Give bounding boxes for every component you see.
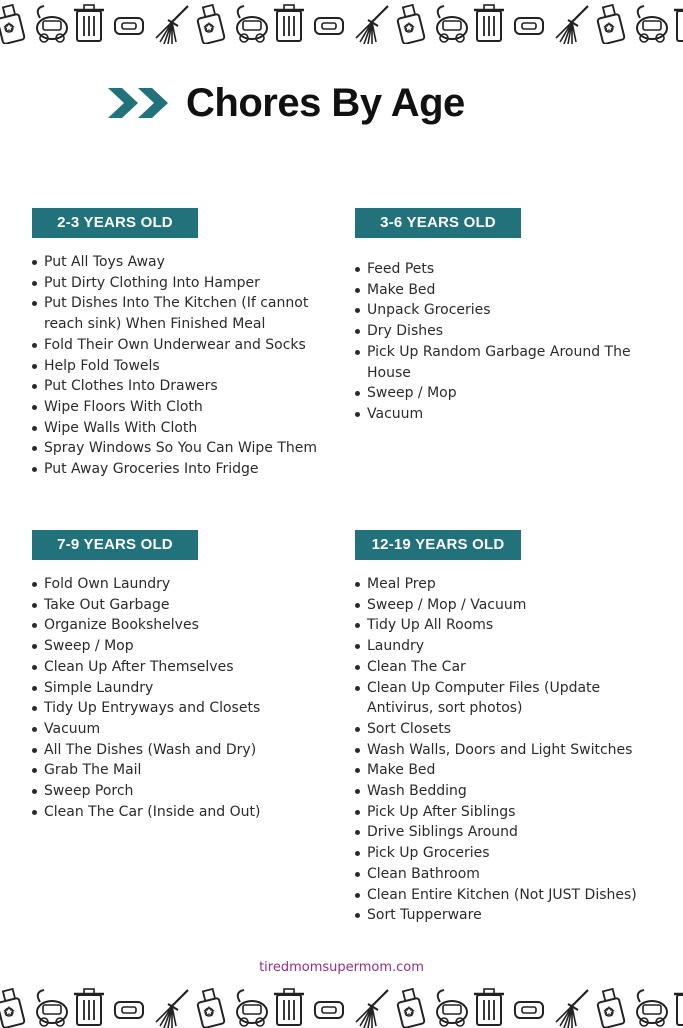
chore-item: Fold Their Own Underwear and Socks <box>32 335 332 356</box>
trash-can-icon <box>674 989 683 1025</box>
chore-item: Wipe Floors With Cloth <box>32 397 332 418</box>
broom-icon <box>356 990 388 1028</box>
chore-item: Take Out Garbage <box>32 595 332 616</box>
trash-can-icon <box>474 989 504 1025</box>
vacuum-icon <box>237 990 267 1026</box>
section-2-3-years <box>32 208 362 480</box>
spray-bottle-icon <box>0 989 25 1028</box>
chore-item: Pick Up After Siblings <box>355 802 655 823</box>
soap-icon <box>515 18 543 34</box>
chore-item: Tidy Up All Rooms <box>355 615 655 636</box>
chore-item: Unpack Groceries <box>355 300 645 321</box>
header <box>108 78 465 128</box>
chore-item: Fold Own Laundry <box>32 574 332 595</box>
spray-bottle-icon <box>397 5 425 44</box>
soap-icon <box>315 1002 343 1018</box>
chore-item: Pick Up Groceries <box>355 843 655 864</box>
age-badge: 2-3 YEARS OLD <box>32 208 198 238</box>
vacuum-icon <box>637 990 667 1026</box>
chore-item: Feed Pets <box>355 259 645 280</box>
section-12-19-years <box>355 530 683 926</box>
age-badge: 7-9 YEARS OLD <box>32 530 198 560</box>
cleaning-icons-border <box>0 0 683 44</box>
chore-item: Make Bed <box>355 280 645 301</box>
spray-bottle-icon <box>197 989 225 1028</box>
chore-item: Clean Entire Kitchen (Not JUST Dishes) <box>355 885 655 906</box>
broom-icon <box>156 6 188 44</box>
spray-bottle-icon <box>197 5 225 44</box>
trash-can-icon <box>274 5 304 41</box>
chore-item: Put Dirty Clothing Into Hamper <box>32 273 332 294</box>
chore-item: Sweep / Mop <box>355 383 645 404</box>
vacuum-icon <box>37 990 67 1026</box>
vacuum-icon <box>437 990 467 1026</box>
trash-can-icon <box>74 5 104 41</box>
spray-bottle-icon <box>597 989 625 1028</box>
chore-item: Wash Bedding <box>355 781 655 802</box>
soap-icon <box>515 1002 543 1018</box>
soap-icon <box>315 18 343 34</box>
section-7-9-years <box>32 530 362 822</box>
vacuum-icon <box>637 6 667 42</box>
chore-item: All The Dishes (Wash and Dry) <box>32 740 332 761</box>
chore-item: Sort Closets <box>355 719 655 740</box>
bottom-border-pattern <box>0 984 683 1028</box>
trash-can-icon <box>74 989 104 1025</box>
vacuum-icon <box>237 6 267 42</box>
chore-item: Spray Windows So You Can Wipe Them <box>32 438 332 459</box>
chore-item: Clean Up After Themselves <box>32 657 332 678</box>
vacuum-icon <box>437 6 467 42</box>
cleaning-icons-border <box>0 984 683 1028</box>
chore-item: Simple Laundry <box>32 678 332 699</box>
trash-can-icon <box>274 989 304 1025</box>
chore-item: Put Away Groceries Into Fridge <box>32 459 332 480</box>
chore-item: Help Fold Towels <box>32 356 332 377</box>
chore-item: Clean The Car <box>355 657 655 678</box>
chore-item: Put Clothes Into Drawers <box>32 376 332 397</box>
broom-icon <box>556 6 588 44</box>
trash-can-icon <box>674 5 683 41</box>
chore-item: Sweep / Mop / Vacuum <box>355 595 655 616</box>
chore-item: Laundry <box>355 636 655 657</box>
chore-item: Vacuum <box>355 404 645 425</box>
spray-bottle-icon <box>0 5 25 44</box>
chore-item: Clean Up Computer Files (Update Antivirus, sort photos) <box>355 678 655 719</box>
broom-icon <box>156 990 188 1028</box>
chore-item: Organize Bookshelves <box>32 615 332 636</box>
chore-item: Meal Prep <box>355 574 655 595</box>
website-url: tiredmomsupermom.com <box>259 960 424 975</box>
spray-bottle-icon <box>397 989 425 1028</box>
chore-item: Sweep Porch <box>32 781 332 802</box>
chore-item: Wipe Walls With Cloth <box>32 418 332 439</box>
chore-list <box>32 252 332 480</box>
top-border-pattern <box>0 0 683 44</box>
chore-item: Sort Tupperware <box>355 905 655 926</box>
chore-item: Sweep / Mop <box>32 636 332 657</box>
page-title: Chores By Age <box>186 81 465 125</box>
section-3-6-years <box>355 208 683 425</box>
chore-item: Grab The Mail <box>32 760 332 781</box>
chore-list <box>32 574 332 822</box>
chore-item: Put Dishes Into The Kitchen (If cannot reach sink) When Finished Meal <box>32 293 332 334</box>
vacuum-icon <box>37 6 67 42</box>
chore-item: Drive Siblings Around <box>355 822 655 843</box>
soap-icon <box>115 18 143 34</box>
chore-list <box>355 574 655 926</box>
trash-can-icon <box>474 5 504 41</box>
chore-item: Dry Dishes <box>355 321 645 342</box>
chore-item: Make Bed <box>355 760 655 781</box>
chore-item: Vacuum <box>32 719 332 740</box>
double-chevron-right-icon <box>108 86 176 120</box>
broom-icon <box>356 6 388 44</box>
chore-list <box>355 259 645 425</box>
chore-item: Clean Bathroom <box>355 864 655 885</box>
chore-item: Put All Toys Away <box>32 252 332 273</box>
broom-icon <box>556 990 588 1028</box>
age-badge: 12-19 YEARS OLD <box>355 530 521 560</box>
chore-item: Pick Up Random Garbage Around The House <box>355 342 645 383</box>
chore-item: Clean The Car (Inside and Out) <box>32 802 332 823</box>
age-badge: 3-6 YEARS OLD <box>355 208 521 238</box>
chore-item: Wash Walls, Doors and Light Switches <box>355 740 655 761</box>
spray-bottle-icon <box>597 5 625 44</box>
chore-item: Tidy Up Entryways and Closets <box>32 698 332 719</box>
soap-icon <box>115 1002 143 1018</box>
